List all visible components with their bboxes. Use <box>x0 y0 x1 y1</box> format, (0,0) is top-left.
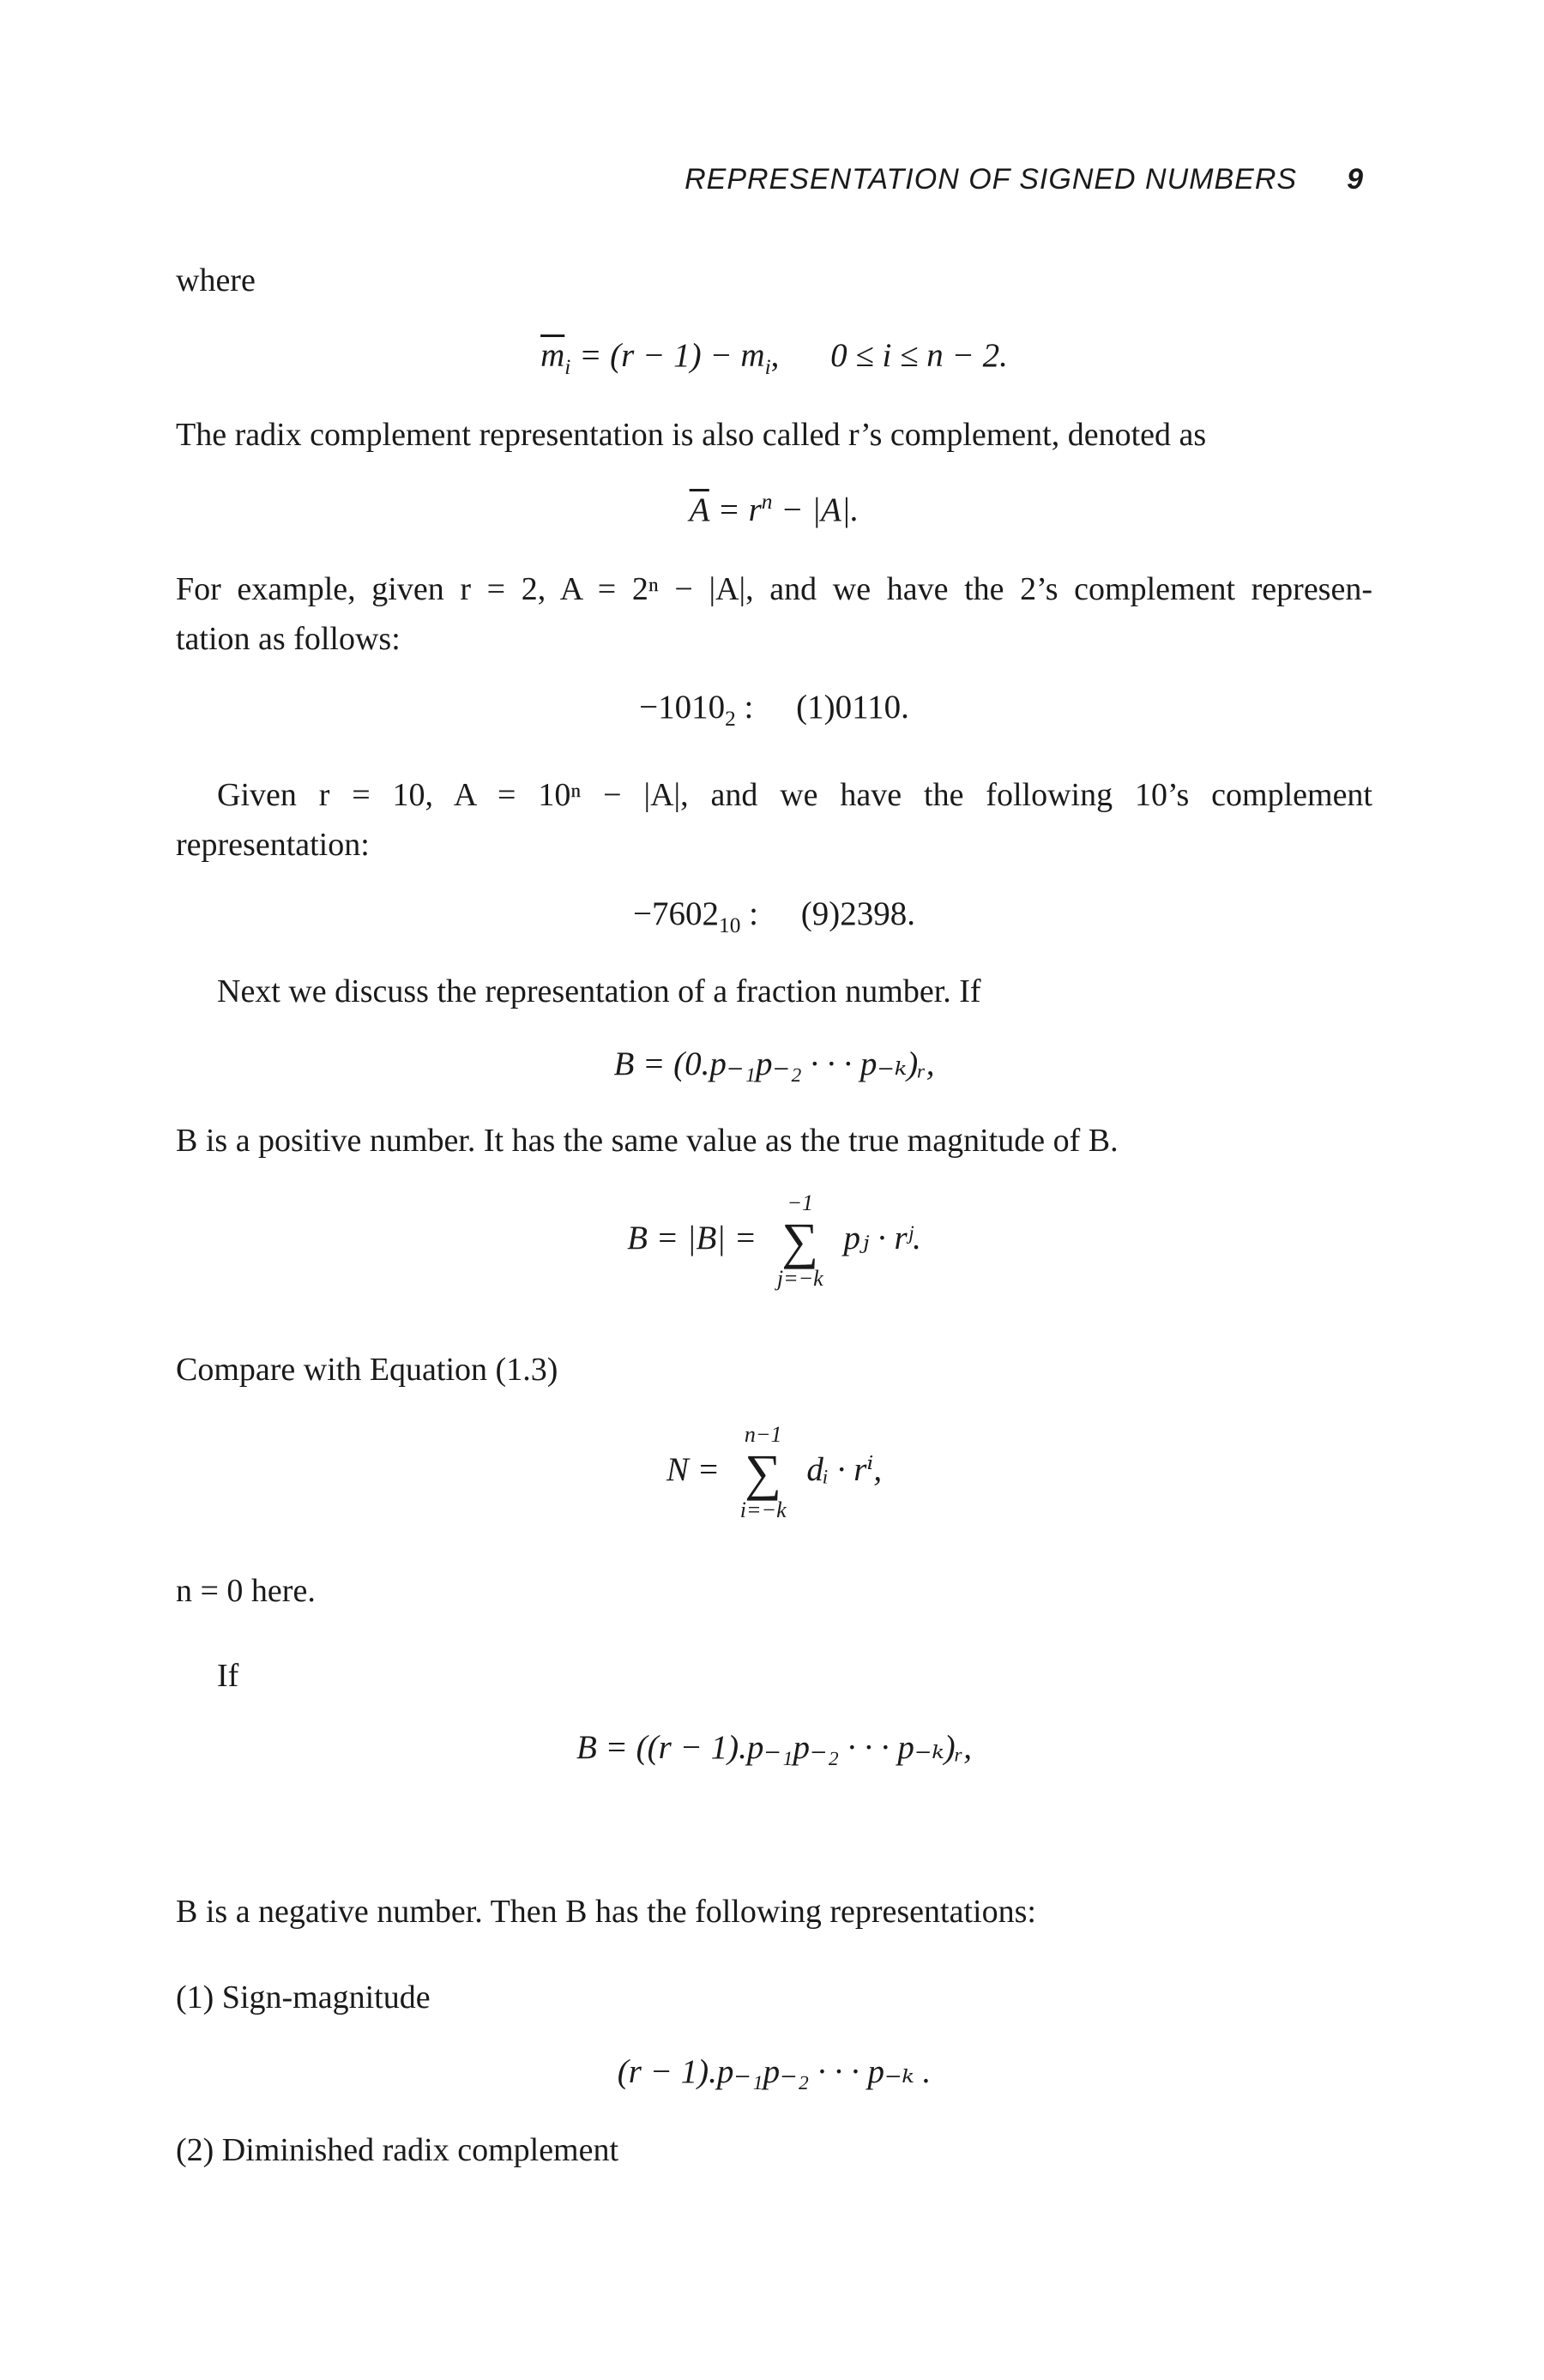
sum-B-sigma: ∑ <box>781 1213 819 1269</box>
paragraph-where: where <box>176 262 256 298</box>
list-item-diminished-radix: (2) Diminished radix complement <box>176 2132 619 2168</box>
eq-mi-condition: 0 ≤ i ≤ n − 2. <box>830 337 1008 374</box>
eq-B-sum-lhs: B = |B| = <box>627 1219 757 1256</box>
paragraph-negative: B is a negative number. Then B has the following representations: <box>176 1894 1036 1930</box>
eq-bin-colon: : <box>735 689 754 726</box>
summation-N <box>740 1424 787 1521</box>
list-item-sign-magnitude: (1) Sign-magnitude <box>176 1979 431 2015</box>
eq-N-sum-term: dᵢ · rⁱ, <box>806 1450 883 1488</box>
equation-binary-example <box>176 688 1372 731</box>
equation-radix-complement <box>176 491 1372 529</box>
sum-B-upper: −1 <box>787 1190 814 1215</box>
eq-bin-lhs: −1010 <box>639 689 726 726</box>
equation-sign-magnitude: (r − 1).p₋₁p₋₂ · · · p₋ₖ . <box>617 2053 932 2090</box>
eq-B-sum-term: pⱼ · rʲ. <box>843 1219 921 1256</box>
eq-radix-lhs: $\overline{A}$ <box>689 491 709 528</box>
sum-N-upper: n−1 <box>744 1422 782 1447</box>
page-number: 9 <box>1347 163 1364 196</box>
running-title: REPRESENTATION OF SIGNED NUMBERS <box>685 163 1298 196</box>
eq-mi-lhs-sub: i <box>564 354 571 379</box>
equation-B-negative: B = ((r − 1).p₋₁p₋₂ · · · p₋ₖ)ᵣ, <box>576 1729 973 1766</box>
eq-dec-rhs: (9)2398. <box>800 895 915 932</box>
paragraph-positive: B is a positive number. It has the same value as the true magnitude of B. <box>176 1123 1119 1159</box>
sum-B-lower: j=−k <box>776 1266 823 1291</box>
equation-N-sum <box>176 1424 1372 1521</box>
paragraph-example: For example, given r = 2, A = 2ⁿ − |A|, and we have the 2’s complement represen- <box>176 571 1372 607</box>
eq-mi-rhs-sub: i <box>764 354 771 379</box>
sum-N-lower: i=−k <box>739 1497 787 1522</box>
paragraph-given-cont: representation: <box>176 827 370 863</box>
paragraph-fraction: Next we discuss the representation of a fraction number. If <box>217 973 981 1009</box>
summation-B <box>777 1192 823 1290</box>
paragraph-compare: Compare with Equation (1.3) <box>176 1352 558 1388</box>
paragraph-example-cont: tation as follows: <box>176 621 401 657</box>
eq-N-sum-lhs: N = <box>666 1450 721 1488</box>
eq-dec-lhs-sub: 10 <box>719 913 741 937</box>
eq-mi-rhs: = (r − 1) − m <box>570 337 765 374</box>
paragraph-n-zero: n = 0 here. <box>176 1573 316 1609</box>
paragraph-given: Given r = 10, A = 10ⁿ − |A|, and we have the following 10’s complement <box>217 777 1372 813</box>
eq-radix-rhs-exp: n <box>761 490 773 514</box>
eq-dec-colon: : <box>740 895 758 932</box>
sum-N-sigma: ∑ <box>745 1444 782 1501</box>
eq-dec-lhs: −7602 <box>633 895 720 932</box>
running-header <box>685 163 1364 196</box>
eq-radix-rhs-tail: − |A|. <box>772 491 859 528</box>
eq-mi-lhs: $\overline{m}$ <box>540 337 565 374</box>
eq-radix-rhs-base: = r <box>709 491 762 528</box>
equation-B-sum <box>176 1192 1372 1290</box>
equation-B-positive: B = (0.p₋₁p₋₂ · · · p₋ₖ)ᵣ, <box>613 1045 935 1082</box>
eq-bin-rhs: (1)0110. <box>796 689 909 726</box>
paragraph-radix-complement: The radix complement representation is also called r’s complement, denoted as <box>176 417 1207 453</box>
paragraph-if: If <box>217 1658 239 1694</box>
eq-bin-lhs-sub: 2 <box>725 706 736 731</box>
equation-mi-complement: $\overline{m}_i = (r - 1) - m_i$, 0 ≤ i ≤ n − 2. <box>540 337 1008 379</box>
equation-decimal-example <box>176 895 1372 937</box>
